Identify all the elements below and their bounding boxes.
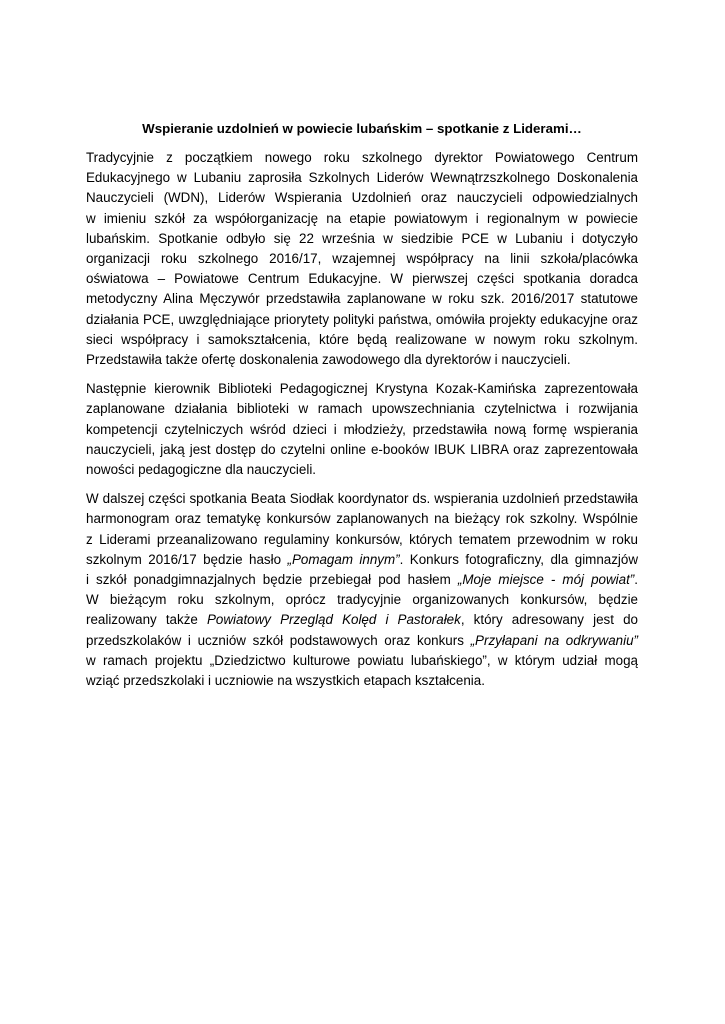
text-line	[86, 310, 638, 330]
paragraph	[86, 379, 638, 480]
text-run: szkolnym 2016/17 będzie hasło	[86, 551, 288, 567]
text-run: w ramach projektu „Dziedzictwo kulturowe powiatu lubańskiego”, w którym udział mogą	[86, 652, 638, 668]
text-run: i szkół ponadgimnazjalnych będzie przebiegał pod hasłem	[86, 572, 458, 588]
text-line	[86, 148, 638, 168]
text-run: W bieżącym roku szkolnym, oprócz tradycyjnie organizowanych konkursów, będzie	[86, 592, 638, 608]
text-run: metodyczny Alina Męczywór przedstawiła zaplanowane w roku szk. 2016/2017 statutowe	[86, 291, 638, 307]
text-run: nauczycieli, jaką jest dostęp do czytelni online e-booków IBUK LIBRA oraz zaprezentowała	[86, 441, 638, 457]
text-run: lubańskim. Spotkanie odbyło się 22 września w siedzibie PCE w Lubaniu i dotyczyło	[86, 230, 638, 246]
text-line	[86, 651, 638, 671]
text-line	[86, 330, 638, 350]
text-line	[86, 269, 638, 289]
text-line	[86, 289, 638, 309]
text-line	[86, 420, 638, 440]
text-run: oświatowa – Powiatowe Centrum Edukacyjne. W pierwszej części spotkania doradca	[86, 271, 638, 287]
document-title: Wspieranie uzdolnień w powiecie lubańskim – spotkanie z Liderami…	[142, 121, 582, 136]
text-run: działania PCE, uwzględniające priorytety polityki państwa, omówiła projekty edukacyjne oraz	[86, 311, 638, 327]
italic-text: „Przyłapani na odkrywaniu”	[470, 632, 638, 648]
text-line	[86, 489, 638, 509]
text-line	[86, 399, 638, 419]
text-line	[86, 209, 638, 229]
text-run: organizacji roku szkolnego 2016/17, wzajemnej współpracy na linii szkoła/placówka	[86, 251, 638, 267]
text-line	[86, 550, 638, 570]
italic-text: Powiatowy Przegląd Kolęd i Pastorałek	[206, 612, 461, 628]
text-run: z Liderami przeanalizowano regulaminy konkursów, których tematem przewodnim w roku	[86, 531, 638, 547]
text-line	[86, 229, 638, 249]
text-run: W dalszej części spotkania Beata Siodłak koordynator ds. wspierania uzdolnień przedstawiła	[86, 491, 638, 507]
text-run: Tradycyjnie z początkiem nowego roku szkolnego dyrektor Powiatowego Centrum	[86, 150, 638, 165]
text-run: , który adresowany jest do	[460, 612, 638, 628]
text-line	[86, 631, 638, 651]
text-run: . Konkurs fotograficzny, dla gimnazjów	[399, 551, 639, 567]
text-line	[86, 509, 638, 529]
text-line	[86, 671, 638, 691]
text-line	[86, 440, 638, 460]
italic-text: „Moje miejsce - mój powiat”	[457, 572, 635, 588]
text-run: .	[634, 572, 638, 588]
text-run: Edukacyjnego w Lubaniu zaprosiła Szkolnych Liderów Wewnątrzszkolnego Doskonalenia	[86, 170, 638, 186]
paragraph	[86, 148, 638, 370]
text-line	[86, 249, 638, 269]
text-run: sieci współpracy i samokształcenia, które będą realizowane w nowym roku szkolnym.	[86, 331, 638, 347]
text-line	[86, 188, 638, 208]
text-run: nowości pedagogiczne dla nauczycieli.	[86, 462, 317, 478]
text-run: Przedstawiła także ofertę doskonalenia zawodowego dla dyrektorów i nauczycieli.	[86, 352, 571, 368]
text-run: przedszkolaków i uczniów szkół podstawowych oraz konkurs	[86, 632, 471, 648]
italic-text: „Pomagam innym”	[287, 551, 400, 567]
text-line	[86, 168, 638, 188]
paragraph	[86, 489, 638, 691]
text-line	[86, 350, 638, 370]
text-run: realizowany także	[86, 612, 207, 628]
text-line	[86, 460, 638, 480]
text-line	[86, 379, 638, 399]
text-line	[86, 610, 638, 630]
text-run: Następnie kierownik Biblioteki Pedagogicznej Krystyna Kozak-Kamińska zaprezentowała	[86, 381, 638, 397]
text-run: zaplanowane działania biblioteki w ramach upowszechniania czytelnictwa i rozwijania	[86, 401, 638, 417]
document-body	[86, 148, 638, 700]
text-run: kompetencji czytelniczych wśród dzieci i młodzieży, przedstawiła nową formę wspierania	[86, 421, 638, 437]
text-line	[86, 570, 638, 590]
text-line	[86, 530, 638, 550]
text-line	[86, 590, 638, 610]
text-run: wziąć przedszkolaki i uczniowie na wszystkich etapach kształcenia.	[86, 673, 485, 689]
text-run: harmonogram oraz tematykę konkursów zaplanowanych na bieżący rok szkolny. Wspólnie	[86, 511, 638, 527]
text-run: Nauczycieli (WDN), Liderów Wspierania Uzdolnień oraz nauczycieli odpowiedzialnych	[86, 190, 638, 206]
text-run: w imieniu szkół za współorganizację na etapie powiatowym i regionalnym w powiecie	[86, 210, 638, 226]
